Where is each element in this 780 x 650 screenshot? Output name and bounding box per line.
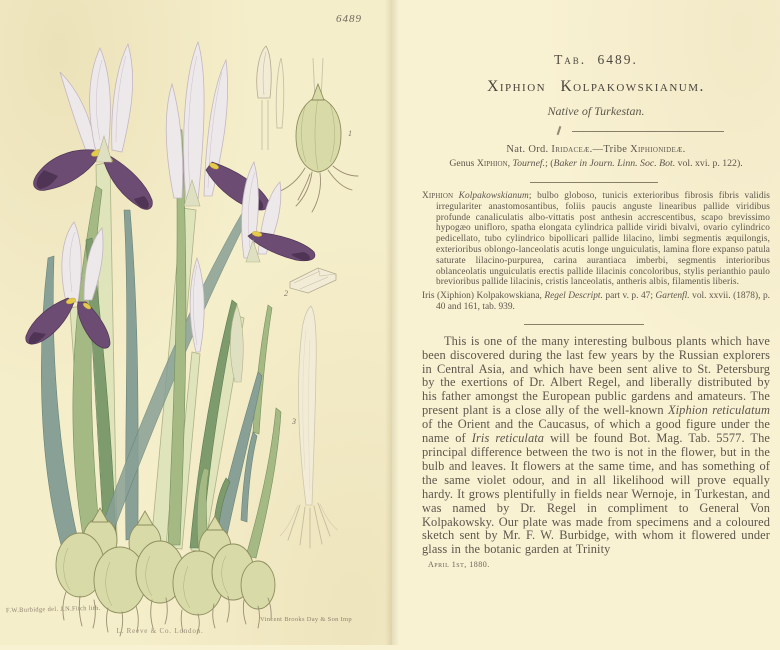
publisher-credit: L. Reeve & Co. London.	[116, 627, 204, 635]
divider-top	[572, 131, 724, 132]
plate-page	[0, 0, 392, 645]
plate-number: 6489	[336, 13, 362, 25]
figure-label-1: 1	[348, 129, 352, 138]
synonymy-citation: Iris (Xiphion) Kolpakowskiana, Regel Descript. part v. p. 47; Gartenfl. vol. xxvii. (1878), p. 40 and 161, tab. 939.	[422, 291, 770, 312]
leaf-section-sketch	[284, 268, 336, 298]
page-seam	[385, 0, 399, 645]
divider-bottom	[524, 324, 644, 325]
leaf-sketch	[280, 306, 338, 548]
species-title: Xiphion Kolpakowskianum.	[487, 78, 705, 95]
figure-label-2: 2	[284, 289, 288, 298]
divider-middle	[530, 182, 658, 183]
native-line: Native of Turkestan.	[547, 104, 645, 118]
natural-order-line: Nat. Ord. Iridaceæ.—Tribe Xiphionideæ.	[506, 144, 686, 155]
genus-line: Genus Xiphion, Tournef.; (Baker in Journ. Linn. Soc. Bot. vol. xvi. p. 122).	[449, 158, 743, 169]
printer-credit: Vincent Brooks Day & Son Imp	[260, 616, 352, 623]
iris-flower-right	[242, 162, 315, 262]
date-line: April 1st, 1880.	[428, 560, 490, 570]
text-page	[392, 0, 780, 645]
tab-heading: Tab. 6489.	[554, 52, 638, 67]
iris-plate-illustration	[0, 0, 392, 645]
iris-flower-lower-left	[26, 222, 110, 348]
artist-credit: F.W.Burbidge del. J.N.Fitch lith.	[5, 604, 101, 615]
text-column	[422, 0, 770, 569]
latin-description: Xiphion Kolpakowskianum; bulbo globoso, tunicis exterioribus fibrosis fibris validis irregulariter anastomosantibus, foliis paucis anguste linearibus pallide viridibus profunde canaliculatis albo-vittatis post anthesin accrescentibus, scapo brevissimo hypogæo unifloro, spatha elongata cylindrica pallide viridi bivalvi, ovario cylindrico pedicellato, tubo cylindrico bipollicari pallide lilacino, limbi segmentis æquilongis, exterioribus oblongo-lanceolatis acutis longe unguiculatis, lamina flore expanso patula saturate lilacino-purpurea, carina aurantiaca imberbi, segmentis interioribus oblanceolatis unguiculatis erectis pallide lilacinis concoloribus, stylis perianthio paulo brevioribus pallide lilacinis, cristis lanceolatis, antheris albis, filamentis liberis.	[422, 191, 770, 288]
body-paragraph: This is one of the many interesting bulbous plants which have been discovered during the last few years by the Russian explorers in Central Asia, and which have been sent alive to St. Petersburg by the exertions of Dr. Albert Regel, and liberally distributed by his father amongst the European public gardens and amateurs. The present plant is a close ally of the well-known Xiphion reticulatum of the Orient and the Caucasus, of which a good figure under the name of Iris reticulata will be found Bot. Mag. Tab. 5577. The principal difference between the two is not in the flower, but in the bulb and leaves. It flowers at the same time, and has something of the same violet odour, and in all likelihood will prove equally hardy. It grows plentifully in fields near Wernoje, in Turkestan, and was named by Dr. Regel in compliment to General Von Kolpakowsky. Our plate was made from specimens and a coloured sketch sent by Mr. F. W. Burbidge, with whom it flowered under glass in the botanic garden at Trinity	[422, 333, 770, 557]
pen-mark	[557, 126, 561, 135]
bulb-detail-sketch	[278, 58, 358, 212]
pencil-bud-sketch	[257, 46, 284, 150]
iris-flower-top-left	[34, 44, 153, 209]
figure-label-3: 3	[292, 417, 296, 426]
